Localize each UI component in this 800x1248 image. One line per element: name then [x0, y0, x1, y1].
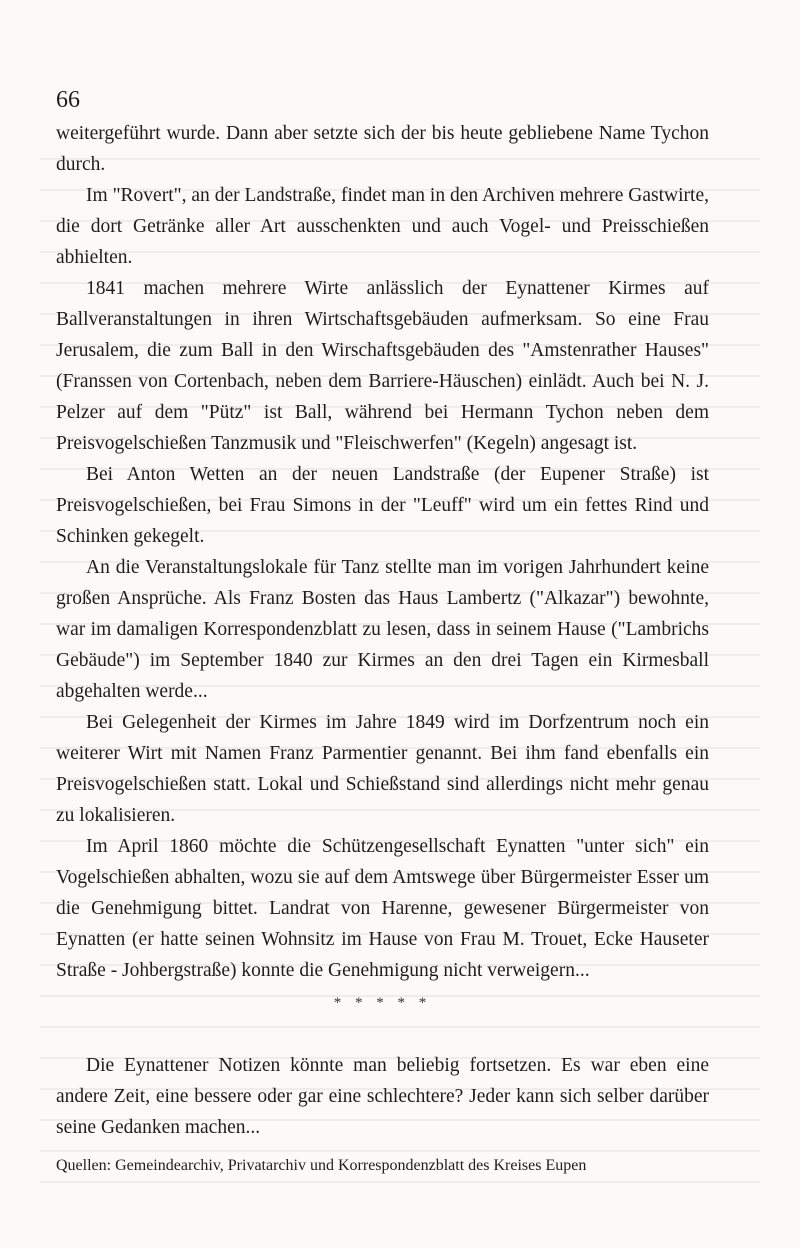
paragraph: Im April 1860 möchte die Schützengesellschaft Eynatten "unter sich" ein Vogelschießen abhalten, wozu sie auf dem Amtswege über Bürgermeister Esser um die Genehmigung bittet. Landrat von Harenne, gewesener Bürgermeister von Eynatten (er hatte seinen Wohnsitz im Hause von Frau M. Trouet, Ecke Hauseter Straße - Johbergstraße) konnte die Genehmigung nicht verweigern...: [56, 836, 709, 981]
paragraph: Bei Anton Wetten an der neuen Landstraße (der Eupener Straße) ist Preisvogelschießen, bei Frau Simons in der "Leuff" wird um ein fettes Rind und Schinken gekegelt.: [56, 464, 709, 547]
page-number: 66: [56, 87, 80, 113]
paragraph: An die Veranstaltungslokale für Tanz stellte man im vorigen Jahrhundert keine großen Ansprüche. Als Franz Bosten das Haus Lambertz ("Alkazar") bewohnte, war im damaligen Korrespondenzblatt zu lesen, dass in seinem Hause ("Lambrichs Gebäude") im September 1840 zur Kirmes an den drei Tagen ein Kirmesball abgehalten werde...: [56, 557, 709, 702]
paragraph: Bei Gelegenheit der Kirmes im Jahre 1849 wird im Dorfzentrum noch ein weiterer Wirt mit Namen Franz Parmentier genannt. Bei ihm fand ebenfalls ein Preisvogelschießen statt. Lokal und Schießstand sind allerdings nicht mehr genau zu lokalisieren.: [56, 712, 709, 826]
sources-footnote: Quellen: Gemeindearchiv, Privatarchiv und Korrespondenzblatt des Kreises Eupen: [56, 1157, 587, 1174]
body-text: [56, 118, 709, 1143]
paragraph: weitergeführt wurde. Dann aber setzte sich der bis heute gebliebene Name Tychon durch.: [56, 123, 709, 175]
closing-paragraph: Die Eynattener Notizen könnte man beliebig fortsetzen. Es war eben eine andere Zeit, eine bessere oder gar eine schlechtere? Jeder kann sich selber darüber seine Gedanken machen...: [56, 1055, 709, 1138]
paragraph: 1841 machen mehrere Wirte anlässlich der Eynattener Kirmes auf Ballveranstaltungen in ihren Wirtschaftsgebäuden aufmerksam. So eine Frau Jerusalem, die zum Ball in den Wirschaftsgebäuden des "Amstenrather Hauses" (Franssen von Cortenbach, neben dem Barriere-Häuschen) einlädt. Auch bei N. J. Pelzer auf dem "Pütz" ist Ball, während bei Hermann Tychon neben dem Preisvogelschießen Tanzmusik und "Fleischwerfen" (Kegeln) angesagt ist.: [56, 278, 709, 454]
section-separator: * * * * *: [333, 995, 432, 1011]
paragraph: Im "Rovert", an der Landstraße, findet man in den Archiven mehrere Gastwirte, die dort Getränke aller Art ausschenkten und auch Vogel- und Preisschießen abhielten.: [56, 185, 709, 268]
